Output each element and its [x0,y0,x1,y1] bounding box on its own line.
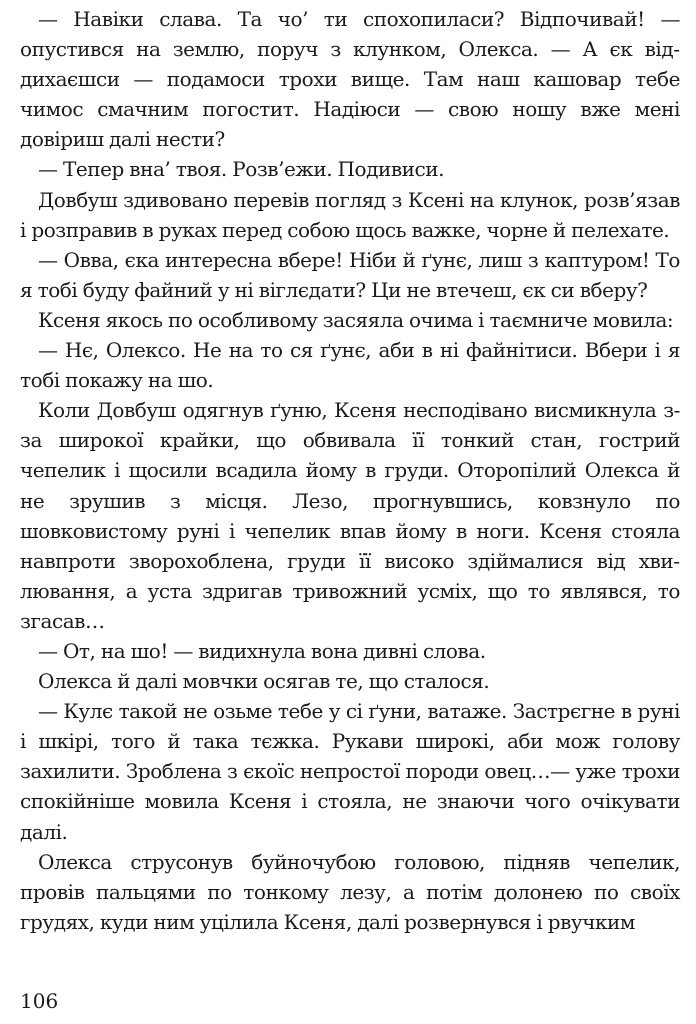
paragraph: Ксеня якось по особливому засяяла очима і таємниче мовила: [38,307,674,332]
paragraph: — Кулє такой не озьме тебе у сі ґуни, ватаже. Застрєгне в руні і шкірі, того й така тєжка. Рукави широкі, аби мож голову захилити. Зроблена з єкоїс непростої породи овец…— уже трохи спокійніше мовила Ксеня і стояла, не знаючи чого очікувати далі. [20,699,680,844]
book-page [20,0,680,1024]
paragraph: — От, на шо! — видихнула вона дивні слова. [38,638,486,663]
paragraph: Довбуш здивовано перевів погляд з Ксені на клунок, розв’язав і розправив в руках перед собою щось важке, чорне й пелехате. [20,187,680,242]
paragraph: Олекса й далі мовчки осягав те, що сталося. [38,669,490,694]
paragraph: Олекса струсонув буйночубою головою, підняв чепелик, провів пальцями по тонкому лезу, а потім долонею по своїх грудях, куди ним уцілила Ксеня, далі розвернувся і рвучким [20,849,680,934]
page-number: 106 [20,989,59,1013]
paragraph: — Нє, Олексо. Не на то ся ґунє, аби в ні файнітиси. Вбери і я тобі покажу на шо. [20,338,680,393]
paragraph: — Навіки слава. Та чо’ ти спохопиласи? Відпочивай! — опустився на землю, поруч з клунком, Олекса. — А єк віддихаєшси — подамоси трохи вище. Там наш кашовар тебе чимос смачним погостит. Надіюси — свою ношу вже мені довіриш далі нести? [20,7,680,152]
paragraph: — Тепер вна’ твоя. Розв’ежи. Подивиси. [38,157,445,182]
paragraph: — Овва, єка интересна вбере! Ніби й ґунє, лиш з каптуром! То я тобі буду файний у ні віглєдати? Ци не втечеш, єк си вберу? [20,247,680,302]
paragraph: Коли Довбуш одягнув ґуню, Ксеня несподівано висмикнула з-за широкої крайки, що обвивала її тонкий стан, гострий чепелик і щосили всадила йому в груди. Оторопілий Олекса й не зрушив з місця. Лезо, прогнувшись, ковзнуло по шовковистому руні і чепелик впав йому в ноги. Ксеня стояла навпроти зворохоблена, груди її високо здіймалися від хвилювання, а уста здригав тривожний усміх, що то являвся, то згасав… [20,398,680,633]
body-text [20,4,680,937]
